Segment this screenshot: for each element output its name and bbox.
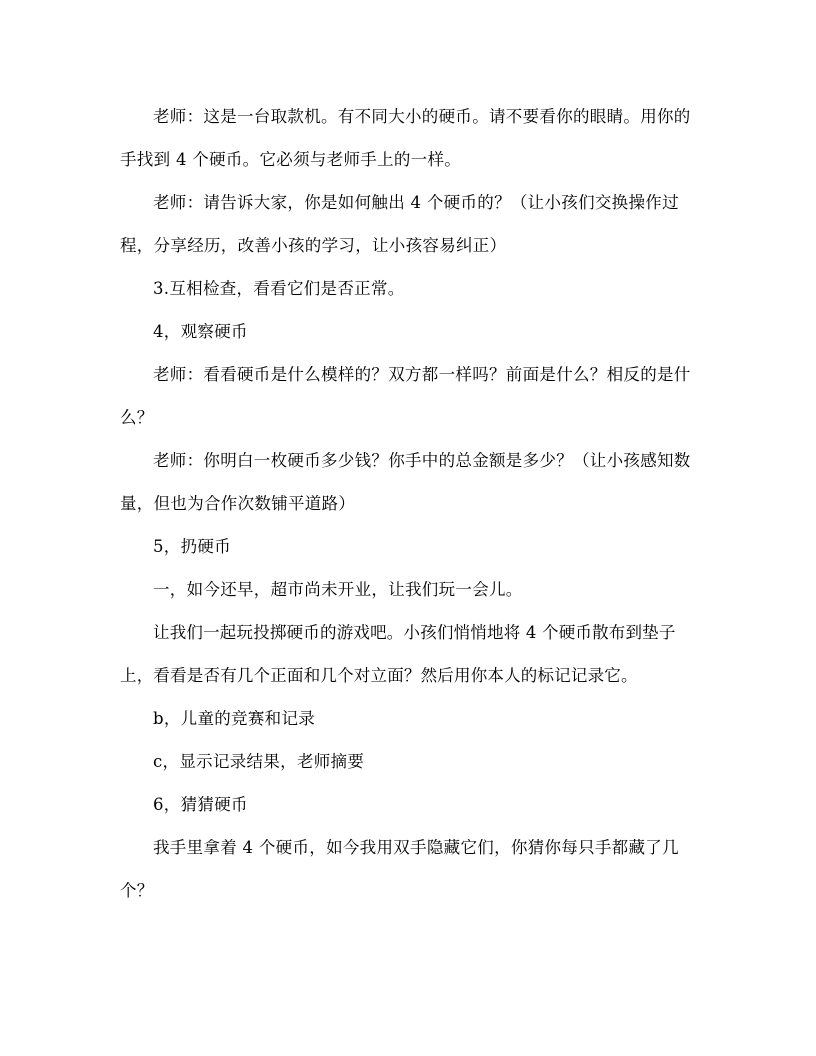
paragraph-step-5c: c，显示记录结果，老师摘要 (153, 752, 365, 771)
document-body (120, 95, 700, 912)
paragraph-step-6: 6，猜猜硬币 (153, 795, 248, 814)
paragraph-observe-coin: 老师：看看硬币是什么模样的？双方都一样吗？前面是什么？相反的是什么？ (120, 365, 691, 427)
paragraph-coin-toss-game: 让我们一起玩投掷硬币的游戏吧。小孩们悄悄地将 4 个硬币散布到垫子上，看看是否有几个正面和几个对立面？然后用你本人的标记记录它。 (120, 623, 676, 685)
paragraph-step-5b: b，儿童的竞赛和记录 (153, 709, 316, 728)
paragraph-teacher-question: 老师：请告诉大家，你是如何触出 4 个硬币的？（让小孩们交换操作过程，分享经历，改善小孩的学习，让小孩容易纠正） (120, 193, 679, 255)
paragraph-teacher-atm: 老师：这是一台取款机。有不同大小的硬币。请不要看你的眼睛。用你的手找到 4 个硬币。它必须与老师手上的一样。 (120, 107, 691, 169)
paragraph-step-3: 3.互相检查，看看它们是否正常。 (153, 279, 405, 298)
paragraph-step-5: 5，扔硬币 (153, 537, 231, 556)
paragraph-step-4: 4，观察硬币 (153, 322, 248, 341)
paragraph-coin-value: 老师：你明白一枚硬币多少钱？你手中的总金额是多少？（让小孩感知数量，但也为合作次数铺平道路） (120, 451, 691, 513)
paragraph-guess-coins: 我手里拿着 4 个硬币，如今我用双手隐藏它们，你猜你每只手都藏了几个？ (120, 838, 679, 900)
paragraph-step-5a: 一，如今还早，超市尚未开业，让我们玩一会儿。 (153, 580, 523, 599)
